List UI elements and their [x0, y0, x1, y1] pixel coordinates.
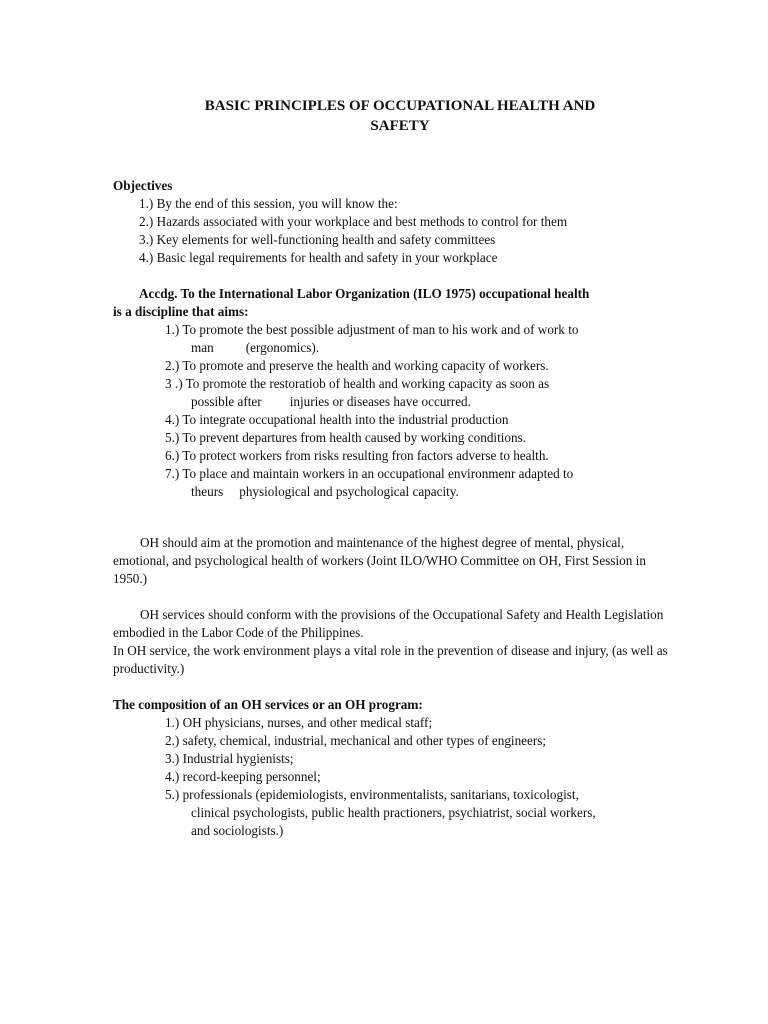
composition-section [113, 696, 673, 840]
title-line-2: SAFETY [370, 118, 430, 134]
ilo-item: 5.) To prevent departures from health caused by working conditions. [165, 430, 527, 445]
composition-item: 3.) Industrial hygienists; [165, 751, 294, 766]
ilo-heading-line-2: is a discipline that aims: [113, 304, 249, 319]
composition-item: 2.) safety, chemical, industrial, mechanical and other types of engineers; [165, 733, 547, 748]
objectives-section [113, 177, 673, 267]
ilo-item-text: injuries or diseases have occurred. [289, 394, 471, 409]
ilo-item-continuation [113, 339, 673, 357]
ilo-item: 3 .) To promote the restoratiob of health and working capacity as soon as [165, 376, 550, 391]
composition-item: 4.) record-keeping personnel; [165, 769, 321, 784]
ilo-item: 4.) To integrate occupational health into the industrial production [165, 412, 509, 427]
ilo-item-text: physiological and psychological capacity. [239, 484, 459, 499]
ilo-item-text: possible after [191, 394, 262, 409]
paragraph-oh-services: OH services should conform with the provisions of the Occupational Safety and Health Legislation embodied in the Labor Code of the Philippines. [113, 607, 664, 640]
ilo-item: 6.) To protect workers from risks resulting fron factors adverse to health. [165, 448, 549, 463]
ilo-item: 7.) To place and maintain workers in an occupational environmenr adapted to [165, 466, 574, 481]
composition-item-continuation: and sociologists.) [191, 823, 284, 838]
ilo-item-continuation [113, 393, 673, 411]
objective-item: 1.) By the end of this session, you will know the: [139, 196, 398, 211]
objective-item: 3.) Key elements for well-functioning health and safety committees [139, 232, 496, 247]
composition-item: 1.) OH physicians, nurses, and other medical staff; [165, 715, 433, 730]
ilo-item: 1.) To promote the best possible adjustment of man to his work and of work to [165, 322, 579, 337]
composition-item: 5.) professionals (epidemiologists, environmentalists, sanitarians, toxicologist, [165, 787, 579, 802]
ilo-item-text: (ergonomics). [245, 340, 320, 355]
ilo-section [113, 285, 673, 501]
objective-item: 4.) Basic legal requirements for health and safety in your workplace [139, 250, 498, 265]
document-title [150, 96, 650, 136]
ilo-heading-line-1: Accdg. To the International Labor Organization (ILO 1975) occupational health [139, 286, 590, 301]
title-line-1: BASIC PRINCIPLES OF OCCUPATIONAL HEALTH AND [204, 98, 596, 114]
paragraph-oh-aim: OH should aim at the promotion and maintenance of the highest degree of mental, physical, emotional, and psychological health of workers (Joint ILO/WHO Committee on OH, First Session in 1950.) [113, 535, 646, 586]
ilo-item: 2.) To promote and preserve the health and working capacity of workers. [165, 358, 549, 373]
ilo-item-text: theurs [191, 484, 224, 499]
composition-item-continuation: clinical psychologists, public health practioners, psychiatrist, social workers, [191, 805, 596, 820]
ilo-item-text: man [191, 340, 214, 355]
paragraph-oh-environment: In OH service, the work environment plays a vital role in the prevention of disease and injury, (as well as productivity.) [113, 643, 668, 676]
composition-heading: The composition of an OH services or an OH program: [113, 697, 423, 712]
objectives-heading: Objectives [113, 178, 173, 193]
ilo-item-continuation [113, 483, 673, 501]
objective-item: 2.) Hazards associated with your workplace and best methods to control for them [139, 214, 568, 229]
